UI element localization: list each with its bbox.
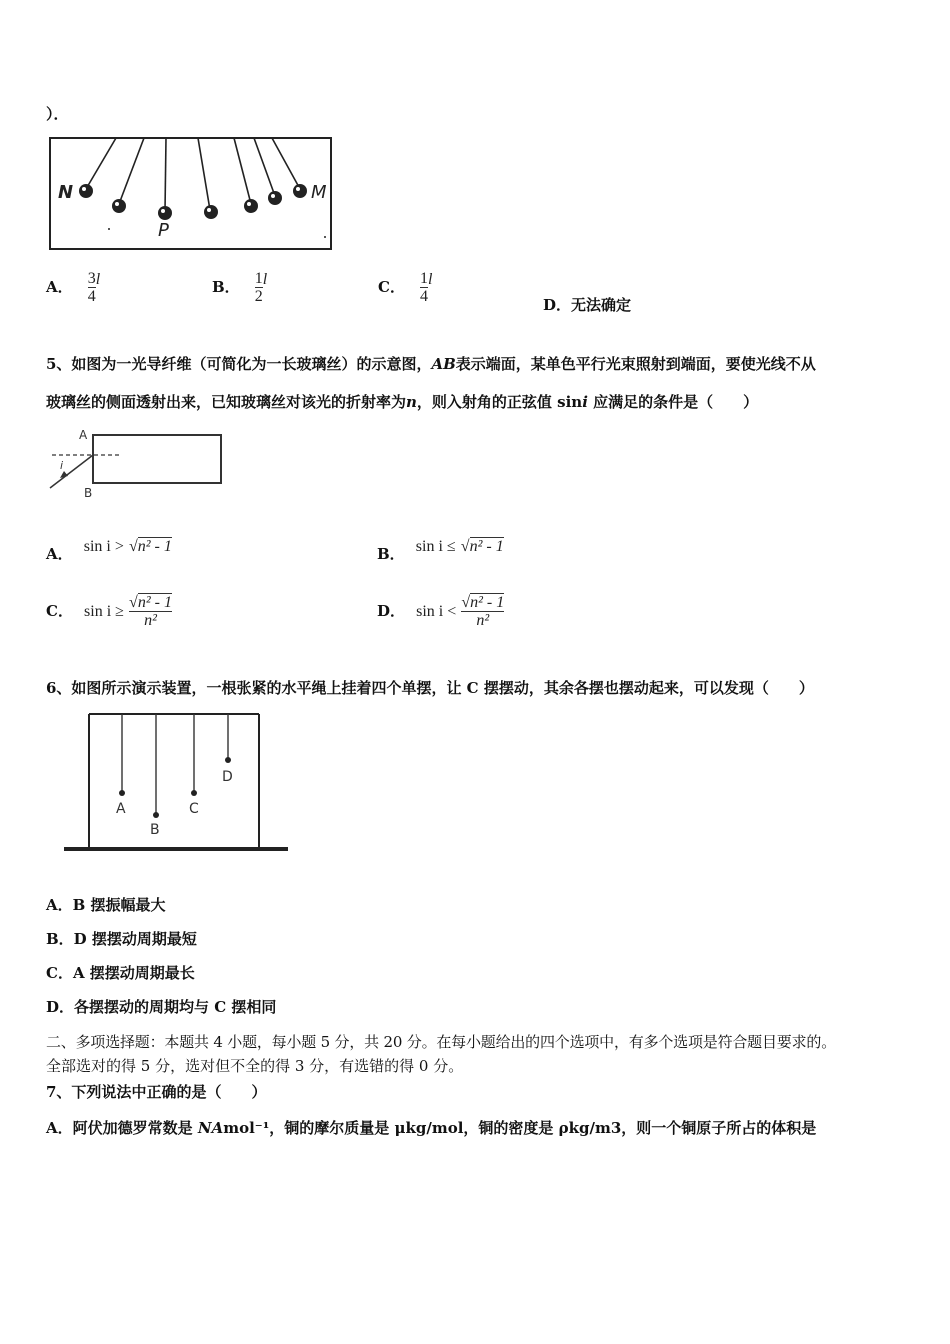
label-a: A bbox=[79, 428, 88, 442]
label-c: C bbox=[189, 801, 199, 817]
ball-m bbox=[293, 184, 307, 198]
q6-option-a[interactable]: A．B 摆振幅最大 bbox=[46, 896, 166, 914]
label-m: M bbox=[311, 182, 327, 203]
q5-option-c[interactable]: C． sin i ≥ $\frac{\text{√n² - 1}}{\text{n²}}$ bbox=[46, 594, 172, 629]
option-b[interactable]: B． $\frac{1}{2}$ l bbox=[212, 270, 268, 305]
q6-option-c[interactable]: C．A 摆摆动周期最长 bbox=[46, 964, 195, 982]
ball-p bbox=[158, 206, 172, 220]
question-7-stem: 7、下列说法中正确的是（ ） bbox=[46, 1083, 267, 1101]
q6-option-d[interactable]: D．各摆摆动的周期均与 C 摆相同 bbox=[46, 998, 277, 1016]
q6-option-b[interactable]: B．D 摆摆动周期最短 bbox=[46, 930, 197, 948]
option-c[interactable]: C． $\frac{1}{4}$ l bbox=[378, 270, 433, 305]
section-heading-line-1: 二、多项选择题：本题共 4 小题，每小题 5 分，共 20 分。在每小题给出的四个选项中，有多个选项是符合题目要求的。 bbox=[46, 1033, 836, 1051]
section-heading-line-2: 全部选对的得 5 分，选对但不全的得 3 分，有选错的得 0 分。 bbox=[46, 1057, 464, 1075]
option-d[interactable]: D．无法确定 bbox=[543, 296, 632, 314]
question-5-line-2: 玻璃丝的侧面透射出来，已知玻璃丝对该光的折射率为n，则入射角的正弦值 sini 应满足的条件是（ ） bbox=[46, 393, 759, 411]
option-a[interactable]: A． $\frac{3}{4}$ l bbox=[46, 270, 101, 305]
label-d: D bbox=[222, 769, 233, 785]
label-a: A bbox=[116, 801, 126, 817]
label-n: N bbox=[58, 182, 74, 203]
q5-option-b[interactable]: B． sin i ≤ √n² - 1 bbox=[377, 538, 504, 563]
q7-option-a[interactable]: A．阿伏加德罗常数是 NAmol⁻¹，铜的摩尔质量是 μkg/mol，铜的密度是 ρkg/m3，则一个铜原子所占的体积是 bbox=[46, 1119, 817, 1137]
glass-fiber bbox=[93, 435, 221, 483]
question-5-line-1: 5、如图为一光导纤维（可简化为一长玻璃丝）的示意图，AB表示端面，某单色平行光束照射到端面，要使光线不从 bbox=[46, 355, 816, 373]
q5-option-d[interactable]: D． sin i < $\frac{\text{√n² - 1}}{\text{n²}}$ bbox=[377, 594, 505, 629]
label-p: P bbox=[158, 220, 169, 241]
question-6-stem: 6、如图所示演示装置，一根张紧的水平绳上挂着四个单摆，让 C 摆摆动，其余各摆也摆动起来，可以发现（ ） bbox=[46, 679, 814, 697]
ball-n bbox=[79, 184, 93, 198]
bob-a bbox=[119, 790, 125, 796]
bob-c bbox=[191, 790, 197, 796]
incident-ray bbox=[50, 455, 93, 488]
label-b: B bbox=[150, 822, 160, 838]
label-i: i bbox=[60, 459, 64, 472]
bob-d bbox=[225, 757, 231, 763]
pendulum-figure bbox=[46, 134, 336, 252]
question-fragment: ）． bbox=[46, 105, 69, 123]
bob-b bbox=[153, 812, 159, 818]
pendulum-stand-figure bbox=[60, 708, 292, 858]
fiber-figure bbox=[46, 424, 226, 502]
label-b: B bbox=[84, 486, 93, 500]
q5-option-a[interactable]: A． sin i > √n² - 1 bbox=[46, 538, 172, 563]
